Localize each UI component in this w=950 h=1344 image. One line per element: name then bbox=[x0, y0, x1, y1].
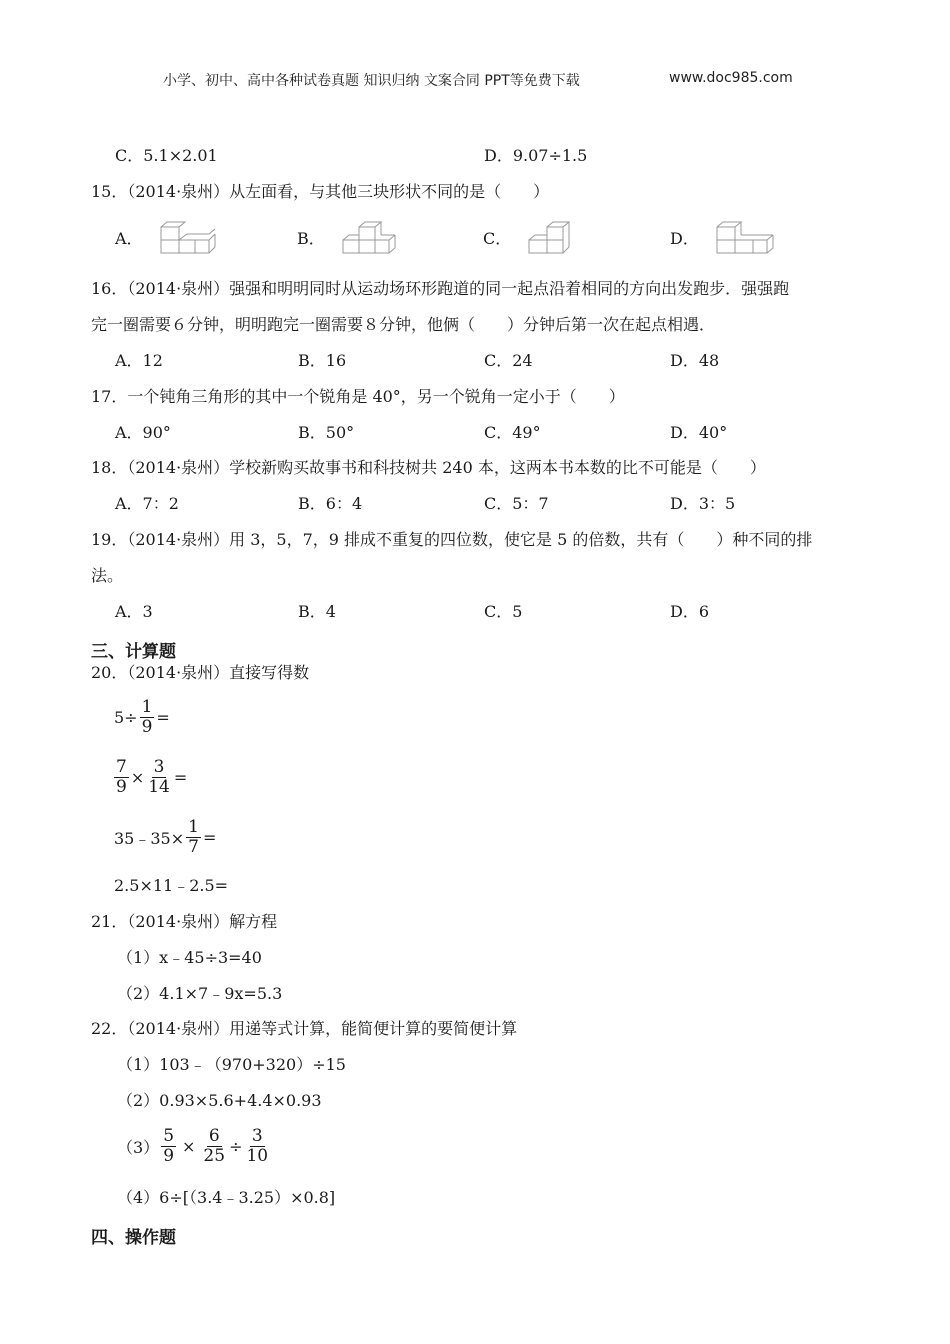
q17-option-d: D．40° bbox=[670, 423, 728, 442]
q15-option-a-label: A． bbox=[115, 229, 143, 248]
q19-option-c: C．5 bbox=[484, 602, 523, 621]
fraction-denominator: 9 bbox=[141, 717, 153, 737]
fraction-denominator: 7 bbox=[188, 837, 199, 857]
q16-option-b: B．16 bbox=[298, 351, 347, 370]
q19-question-line1: 19．（2014·泉州）用 3，5，7，9 排成不重复的四位数，使它是 5 的倍数，共有（ ）种不同的排 bbox=[91, 530, 813, 549]
fraction bbox=[201, 1127, 227, 1166]
q22-part-3 bbox=[117, 1127, 272, 1166]
fraction bbox=[140, 698, 155, 737]
cube-figure-icon bbox=[525, 221, 585, 257]
q19-option-a: A．3 bbox=[115, 602, 153, 621]
cube-figure-icon bbox=[713, 221, 777, 257]
q20-e1-post: = bbox=[156, 708, 170, 727]
q20-e3-post: = bbox=[202, 828, 217, 847]
q20-e2-operator: × bbox=[130, 768, 145, 787]
q15-option-d-label: D． bbox=[670, 229, 699, 248]
fraction-denominator: 10 bbox=[246, 1146, 269, 1166]
q20-expression-4: 2.5×11﹣2.5= bbox=[114, 876, 229, 895]
q20-e1-pre: 5÷ bbox=[114, 708, 138, 727]
cube-figure-icon bbox=[339, 221, 399, 257]
q21-question: 21．（2014·泉州）解方程 bbox=[91, 912, 278, 931]
q20-expression-3 bbox=[114, 818, 216, 857]
header-banner: 小学、初中、高中各种试卷真题 知识归纳 文案合同 PPT等免费下载 bbox=[163, 73, 580, 89]
fraction-numerator: 3 bbox=[153, 757, 165, 777]
q16-question-line2: 完一圈需要６分钟，明明跑完一圈需要８分钟，他俩（ ）分钟后第一次在起点相遇． bbox=[91, 315, 716, 334]
q22-question: 22．（2014·泉州）用递等式计算，能简便计算的要简便计算 bbox=[91, 1019, 518, 1038]
fraction bbox=[244, 1127, 270, 1166]
fraction bbox=[114, 758, 129, 797]
fraction-numerator: 5 bbox=[163, 1126, 175, 1146]
fraction-denominator: 14 bbox=[148, 777, 170, 797]
fraction-numerator: 1 bbox=[141, 697, 153, 717]
q17-option-b: B．50° bbox=[298, 423, 355, 442]
q20-e2-post: = bbox=[173, 768, 188, 787]
cube-figure-icon bbox=[157, 221, 217, 257]
q22-part-2: （2）0.93×5.6+4.4×0.93 bbox=[117, 1091, 322, 1110]
fraction-numerator: 6 bbox=[208, 1126, 220, 1146]
q19-option-d: D．6 bbox=[670, 602, 710, 621]
section-heading-operation: 四、操作题 bbox=[91, 1228, 176, 1248]
q14-option-c: C．5.1×2.01 bbox=[115, 146, 218, 165]
q22-part-4: （4）6÷[（3.4﹣3.25）×0.8] bbox=[117, 1188, 336, 1207]
fraction-denominator: 9 bbox=[116, 777, 127, 797]
q16-option-d: D．48 bbox=[670, 351, 720, 370]
header-site-link[interactable]: www.doc985.com bbox=[669, 70, 793, 86]
section-heading-calculation: 三、计算题 bbox=[91, 642, 176, 662]
q15-option-a bbox=[115, 221, 217, 257]
q15-option-c bbox=[483, 221, 585, 257]
q20-question: 20．（2014·泉州）直接写得数 bbox=[91, 663, 310, 682]
q16-option-a: A．12 bbox=[115, 351, 163, 370]
q22-p3-operator-2: ÷ bbox=[229, 1137, 243, 1156]
q21-part-2: （2）4.1×7﹣9x=5.3 bbox=[117, 984, 283, 1003]
fraction-numerator: 3 bbox=[251, 1126, 263, 1146]
fraction-numerator: 7 bbox=[116, 757, 127, 777]
q18-option-b: B．6：4 bbox=[298, 494, 363, 513]
q19-option-b: B．4 bbox=[298, 602, 336, 621]
q20-expression-1 bbox=[114, 698, 170, 737]
q16-option-c: C．24 bbox=[484, 351, 533, 370]
q15-option-d bbox=[670, 221, 777, 257]
q21-part-1: （1）x﹣45÷3=40 bbox=[117, 948, 262, 967]
fraction bbox=[146, 758, 172, 797]
q17-option-a: A．90° bbox=[115, 423, 171, 442]
q20-expression-2 bbox=[112, 758, 187, 797]
q15-question: 15．（2014·泉州）从左面看，与其他三块形状不同的是（ ） bbox=[91, 182, 550, 201]
q15-option-c-label: C． bbox=[483, 229, 512, 248]
q18-question: 18．（2014·泉州）学校新购买故事书和科技树共 240 本，这两本书本数的比不可能是（ ） bbox=[91, 458, 766, 477]
q20-e3-pre: 35﹣35× bbox=[114, 829, 185, 848]
fraction bbox=[161, 1127, 176, 1166]
fraction bbox=[186, 818, 201, 857]
q18-option-d: D．3：5 bbox=[670, 494, 736, 513]
q18-option-c: C．5：7 bbox=[484, 494, 549, 513]
q19-question-line2: 法。 bbox=[91, 566, 124, 585]
q14-option-d: D．9.07÷1.5 bbox=[484, 146, 588, 165]
q15-option-b bbox=[297, 221, 399, 257]
q22-p3-operator-1: × bbox=[182, 1137, 196, 1156]
fraction-denominator: 25 bbox=[203, 1146, 226, 1166]
q17-question: 17．一个钝角三角形的其中一个锐角是 40°，另一个锐角一定小于（ ） bbox=[91, 387, 625, 406]
fraction-numerator: 1 bbox=[188, 817, 199, 837]
q18-option-a: A．7：2 bbox=[115, 494, 179, 513]
q17-option-c: C．49° bbox=[484, 423, 541, 442]
q22-p3-pre: （3） bbox=[117, 1138, 160, 1157]
q15-option-b-label: B． bbox=[297, 229, 325, 248]
q16-question-line1: 16．（2014·泉州）强强和明明同时从运动场环形跑道的同一起点沿着相同的方向出发跑步．强强跑 bbox=[91, 279, 790, 298]
q22-part-1: （1）103﹣（970+320）÷15 bbox=[117, 1055, 346, 1074]
fraction-denominator: 9 bbox=[163, 1146, 175, 1166]
